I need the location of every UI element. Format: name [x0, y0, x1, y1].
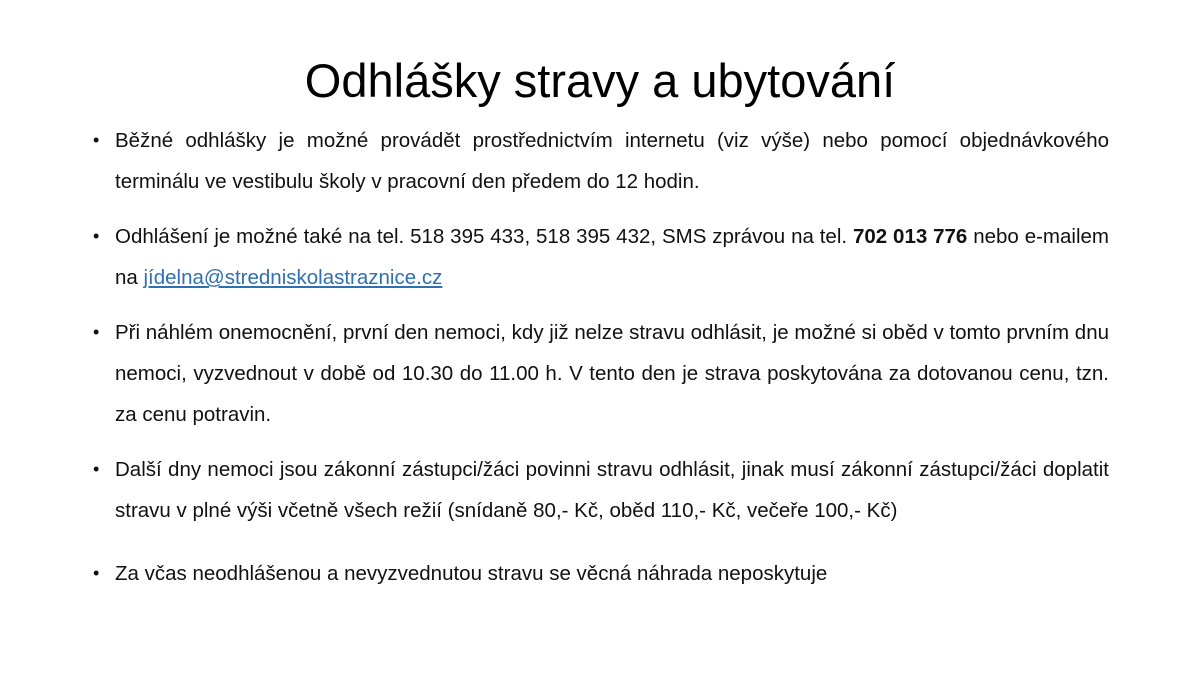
- bullet-dot-icon: •: [93, 226, 100, 246]
- slide-title: Odhlášky stravy a ubytování: [304, 54, 896, 107]
- sms-phone-number: 702 013 776: [852, 225, 968, 248]
- bullet-text-middle: nebo e-mailem na: [115, 225, 1109, 289]
- email-link[interactable]: jídelna@stredniskolastraznice.cz: [143, 266, 443, 289]
- bullet-text: Běžné odhlášky je možné provádět prostřednictvím internetu (viz výše) nebo pomocí objednávkového terminálu ve vestibulu školy v pracovní den předem do 12 hodin.: [115, 129, 1109, 193]
- bullet-dot-icon: •: [93, 459, 100, 479]
- bullet-item-sudden-illness: [93, 312, 1109, 435]
- bullet-dot-icon: •: [93, 322, 100, 342]
- bullet-dot-icon: •: [93, 563, 100, 583]
- bullet-text-before: Odhlášení je možné také na tel. 518 395 433, 518 395 432, SMS zprávou na tel.: [115, 225, 853, 248]
- bullet-text: Další dny nemoci jsou zákonní zástupci/žáci povinni stravu odhlásit, jinak musí zákonní zástupci/žáci doplatit stravu v plné výši včetně všech režií (snídaně 80,- Kč, oběd 110,- Kč, večeře 100,- Kč): [115, 458, 1109, 522]
- bullet-text: Za včas neodhlášenou a nevyzvednutou stravu se věcná náhrada neposkytuje: [115, 562, 828, 585]
- bullet-text: [115, 216, 1109, 298]
- bullet-text: Při náhlém onemocnění, první den nemoci, kdy již nelze stravu odhlásit, je možné si oběd v tomto prvním dnu nemoci, vyzvednout v době od 10.30 do 11.00 h. V tento den je strava poskytována za dotovanou cenu, tzn. za cenu potravin.: [115, 321, 1109, 426]
- bullet-item-no-compensation: [93, 553, 1109, 594]
- bullet-item-regular-cancellation: [93, 120, 1109, 202]
- bullet-list: [93, 120, 1109, 594]
- bullet-dot-icon: •: [93, 130, 100, 150]
- bullet-item-contact-cancellation: [93, 216, 1109, 298]
- bullet-item-further-illness-days: [93, 449, 1109, 531]
